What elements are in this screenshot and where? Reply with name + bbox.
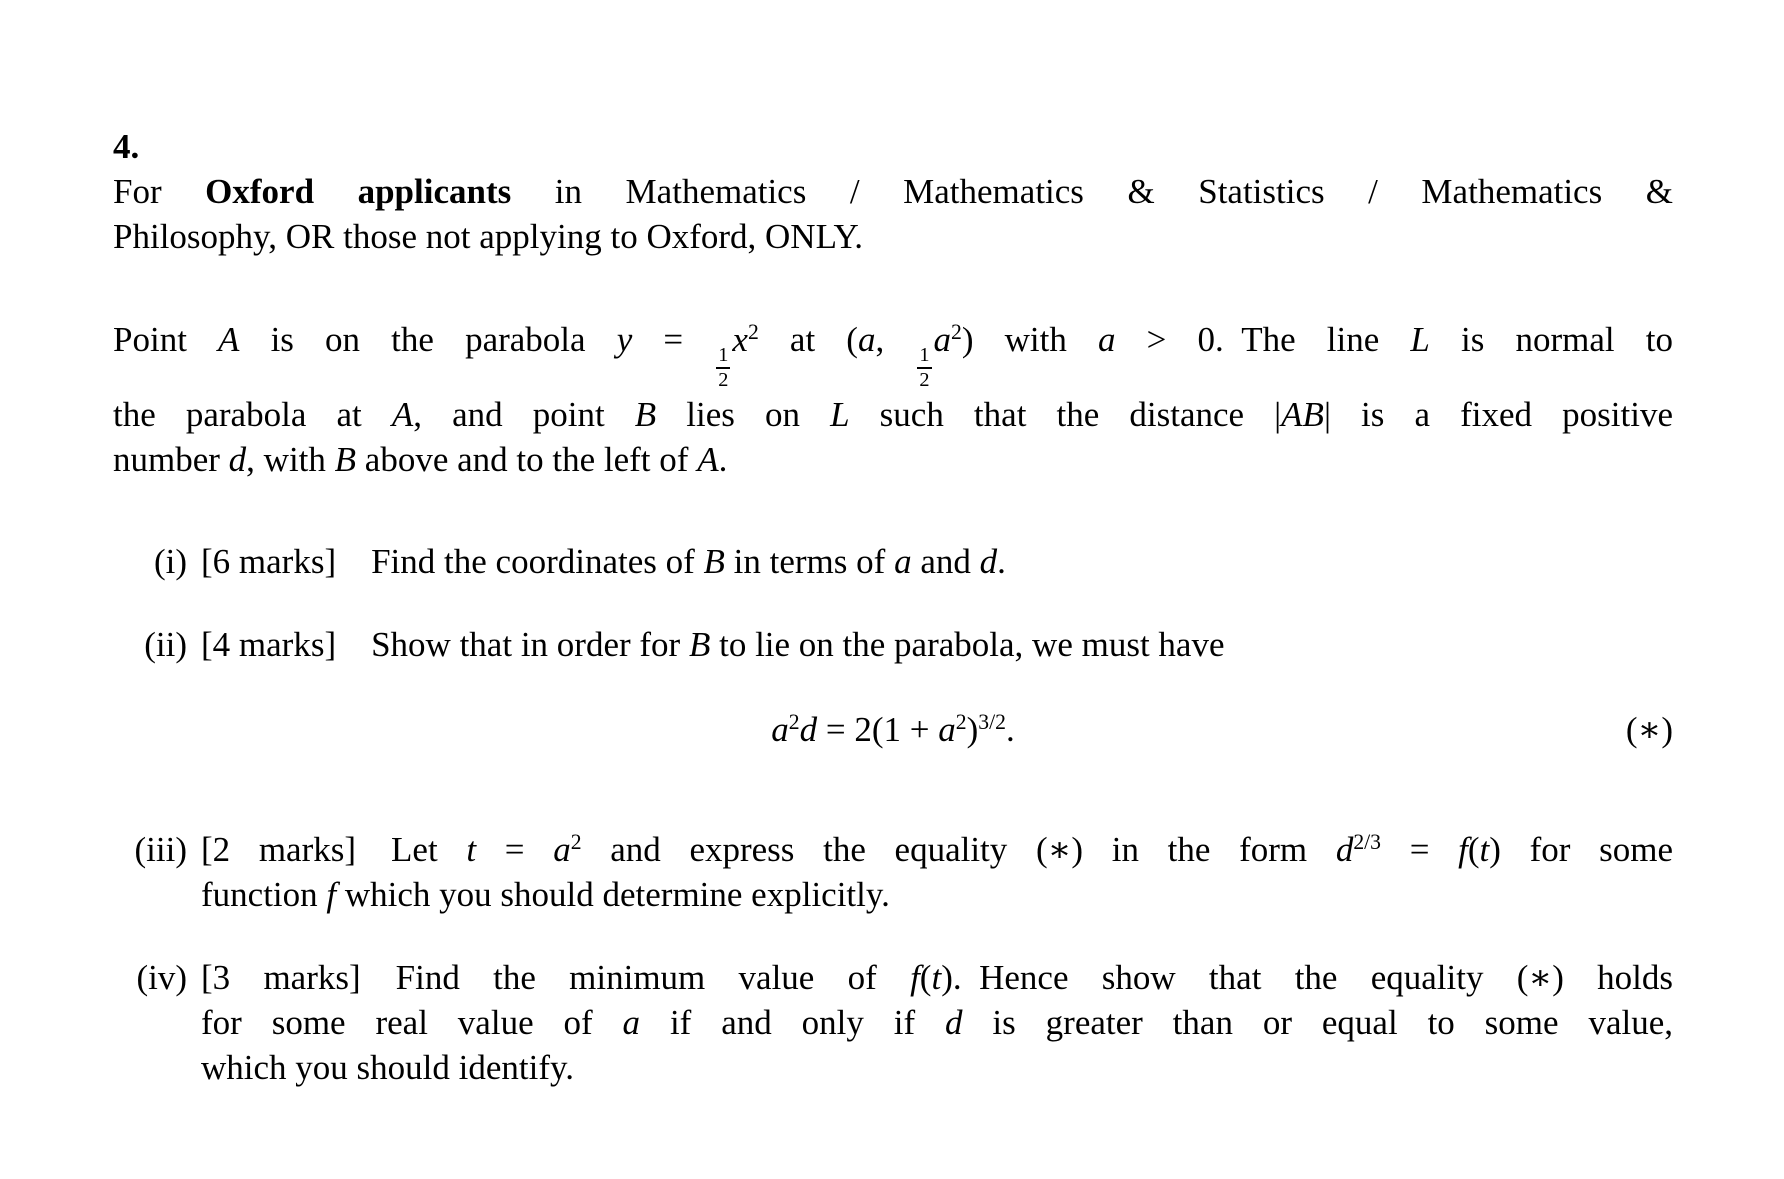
setup-line-2: the parabola at A, and point B lies on L such that the distance |AB| is a fixed positive <box>113 394 1673 434</box>
setup-line-3: number d, with B above and to the left of A. <box>113 439 728 479</box>
item-ii-label: (ii) <box>144 624 187 664</box>
item-iii <box>113 827 1673 917</box>
item-iii-label: (iii) <box>134 829 187 869</box>
intro-line-2: Philosophy, OR those not applying to Oxford, ONLY. <box>113 217 863 256</box>
question-parts-list <box>113 539 1673 1090</box>
item-i-label: (i) <box>153 541 187 581</box>
intro-line-1: For Oxford applicants in Mathematics / Mathematics & Statistics / Mathematics & <box>113 172 1673 211</box>
intro-paragraph <box>113 169 1673 259</box>
item-ii-line-1: [4 marks] Show that in order for B to lie on the parabola, we must have <box>201 624 1225 664</box>
item-ii <box>113 622 1673 667</box>
item-iv <box>113 955 1673 1090</box>
setup-line-1: Point A is on the parabola y = $\frac{1}{2}$ $x^2$ at (a, $\frac{1}{2}$ $a^2$) with a > 0. The line L is normal to <box>113 320 1673 391</box>
item-iii-line-2: function f which you should determine explicitly. <box>201 874 890 914</box>
display-equation <box>113 707 1673 752</box>
item-iv-line-1: [3 marks] Find the minimum value of f(t). Hence show that the equality (∗) holds <box>201 957 1673 997</box>
item-ii-body <box>201 622 1673 667</box>
equation-tag: (∗) <box>1625 709 1673 749</box>
equation-body: $a^2d = 2(1 + a^2)^{3/2}$. <box>771 709 1015 749</box>
item-iv-line-3: which you should identify. <box>201 1047 574 1087</box>
item-iv-label: (iv) <box>136 957 187 997</box>
setup-paragraph <box>113 317 1673 482</box>
item-i <box>113 539 1673 584</box>
item-iii-line-1: [2 marks] Let $t = a^2$ and express the equality (∗) in the form $d^{2/3} = f(t)$ for some <box>201 829 1673 869</box>
item-iv-line-2: for some real value of a if and only if d is greater than or equal to some value, <box>201 1002 1673 1042</box>
item-iii-body <box>201 827 1673 917</box>
text-column <box>113 0 1673 1090</box>
item-i-body <box>201 539 1673 584</box>
item-iv-body <box>201 955 1673 1090</box>
problem-number: 4. <box>113 127 140 166</box>
item-i-line-1: [6 marks] Find the coordinates of B in terms of a and d. <box>201 541 1006 581</box>
